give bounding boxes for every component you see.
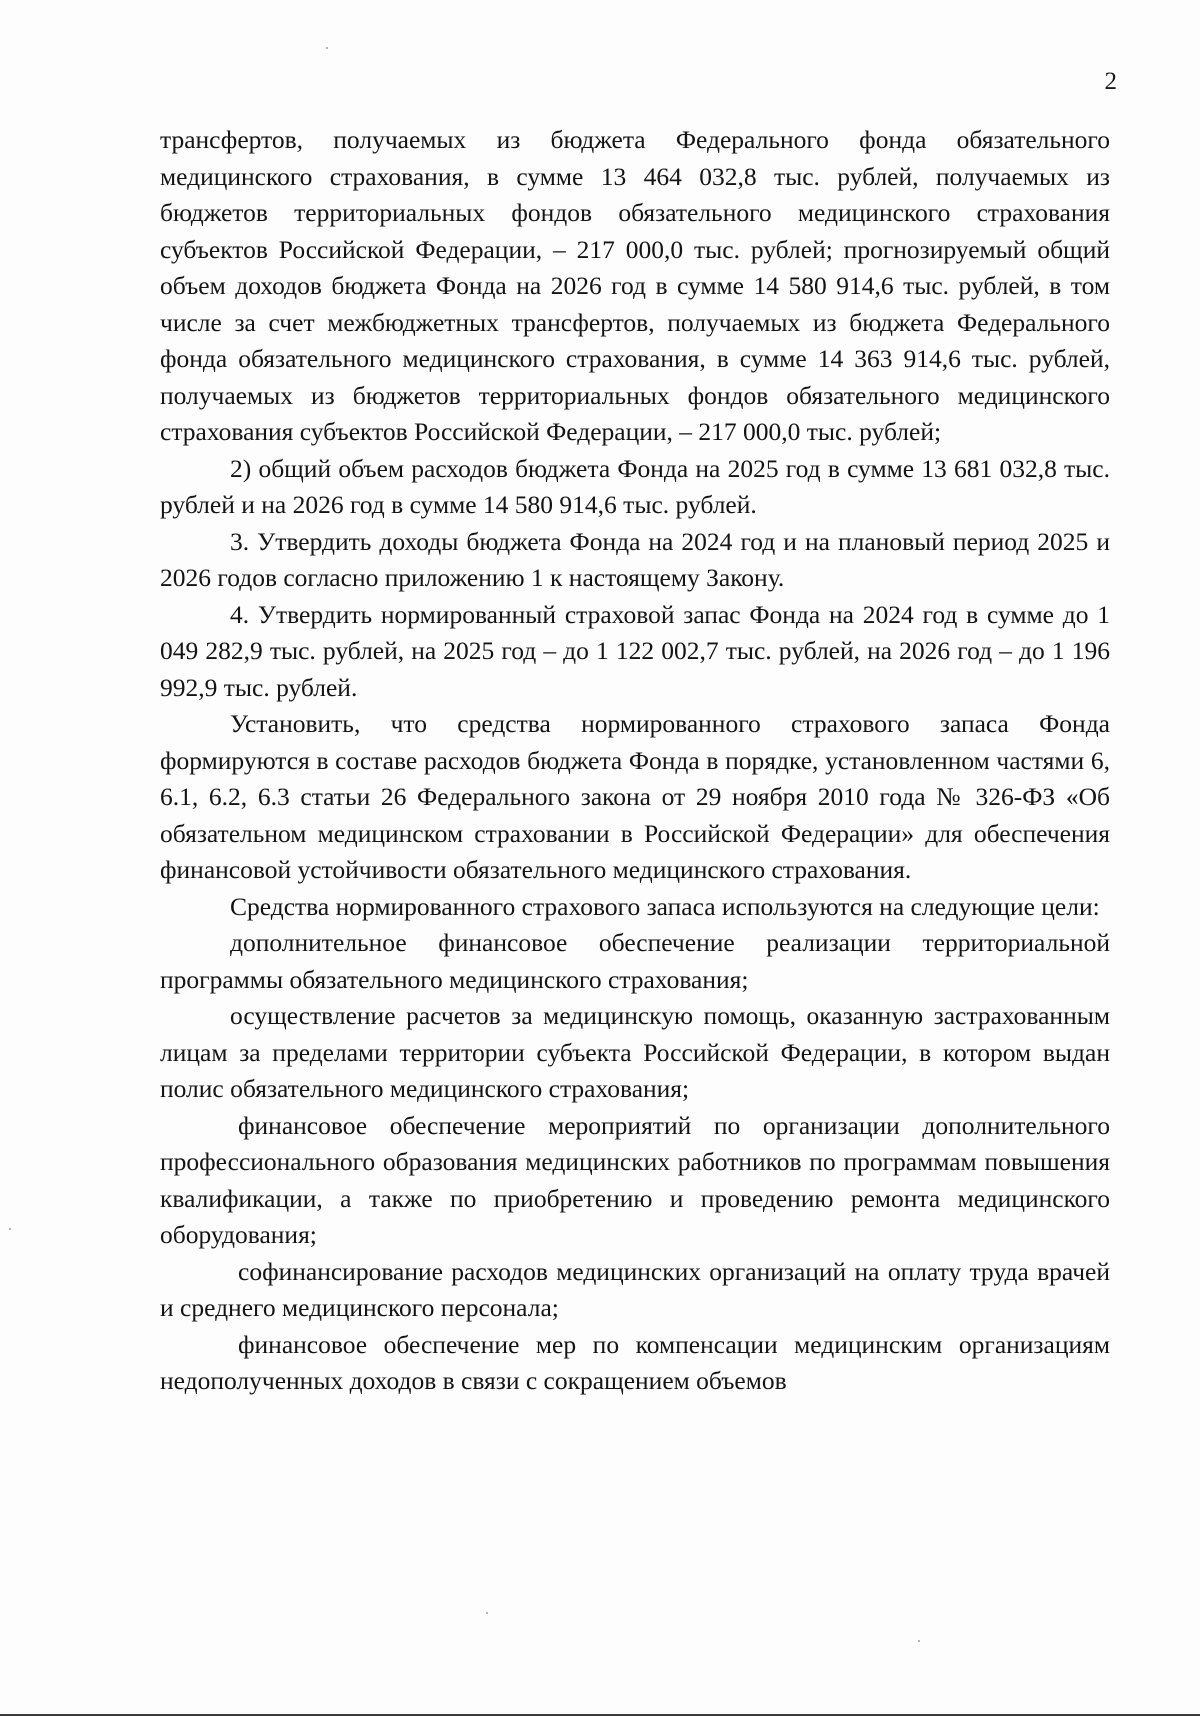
scan-speck	[486, 1612, 488, 1614]
list-item-territorial-program: дополнительное финансовое обеспечение реализации территориальной программы обязательного медицинского страхования;	[160, 928, 1110, 994]
paragraph-expenditure-total: 2) общий объем расходов бюджета Фонда на 2025 год в сумме 13 681 032,8 тыс. рублей и на 2026 год в сумме 14 580 914,6 тыс. рублей.	[160, 453, 1110, 519]
document-body	[160, 122, 1110, 1400]
page-number: 2	[1104, 68, 1117, 95]
paragraph-article-3: 3. Утвердить доходы бюджета Фонда на 2024 год и на плановый период 2025 и 2026 годов согласно приложению 1 к настоящему Закону.	[160, 526, 1110, 592]
list-item-compensation: финансовое обеспечение мер по компенсации медицинским организациям недополученных доходов в связи с сокращением объемов	[160, 1329, 1110, 1395]
list-item-cofinancing-salaries: софинансирование расходов медицинских организаций на оплату труда врачей и среднего медицинского персонала;	[160, 1256, 1110, 1322]
list-item-settlements: осуществление расчетов за медицинскую помощь, оказанную застрахованным лицам за пределами территории субъекта Российской Федерации, в котором выдан полис обязательного медицинского страхования;	[160, 1001, 1110, 1103]
scan-speck	[918, 1640, 920, 1642]
paragraph-article-4: 4. Утвердить нормированный страховой запас Фонда на 2024 год в сумме до 1 049 282,9 тыс. рублей, на 2025 год – до 1 122 002,7 тыс. рублей, на 2026 год – до 1 196 992,9 тыс. рублей.	[160, 599, 1110, 702]
list-item-education-equipment: финансовое обеспечение мероприятий по организации дополнительного профессионального образования медицинских работников по программам повышения квалификации, а также по приобретению и проведению ремонта медицинского оборудования;	[160, 1110, 1110, 1249]
paragraph-revenue-forecast: трансфертов, получаемых из бюджета Федерального фонда обязательного медицинского страхования, в сумме 13 464 032,8 тыс. рублей, получаемых из бюджетов территориальных фондов обязательного медицинского страхования субъектов Российской Федерации, – 217 000,0 тыс. рублей; прогнозируемый общий объем доходов бюджета Фонда на 2026 год в сумме 14 580 914,6 тыс. рублей, в том числе за счет межбюджетных трансфертов, получаемых из бюджета Федерального фонда обязательного медицинского страхования, в сумме 14 363 914,6 тыс. рублей, получаемых из бюджетов территориальных фондов обязательного медицинского страхования субъектов Российской Федерации, – 217 000,0 тыс. рублей;	[160, 125, 1110, 446]
paragraph-reserve-formation: Установить, что средства нормированного страхового запаса Фонда формируются в составе расходов бюджета Фонда в порядке, установленном частями 6, 6.1, 6.2, 6.3 статьи 26 Федерального закона от 29 ноября 2010 года № 326-ФЗ «Об обязательном медицинском страховании в Российской Федерации» для обеспечения финансовой устойчивости обязательного медицинского страхования.	[160, 709, 1110, 884]
paragraph-reserve-purposes-intro: Средства нормированного страхового запаса используются на следующие цели:	[230, 891, 1100, 921]
scan-speck	[9, 1228, 11, 1230]
scan-speck	[326, 47, 328, 49]
